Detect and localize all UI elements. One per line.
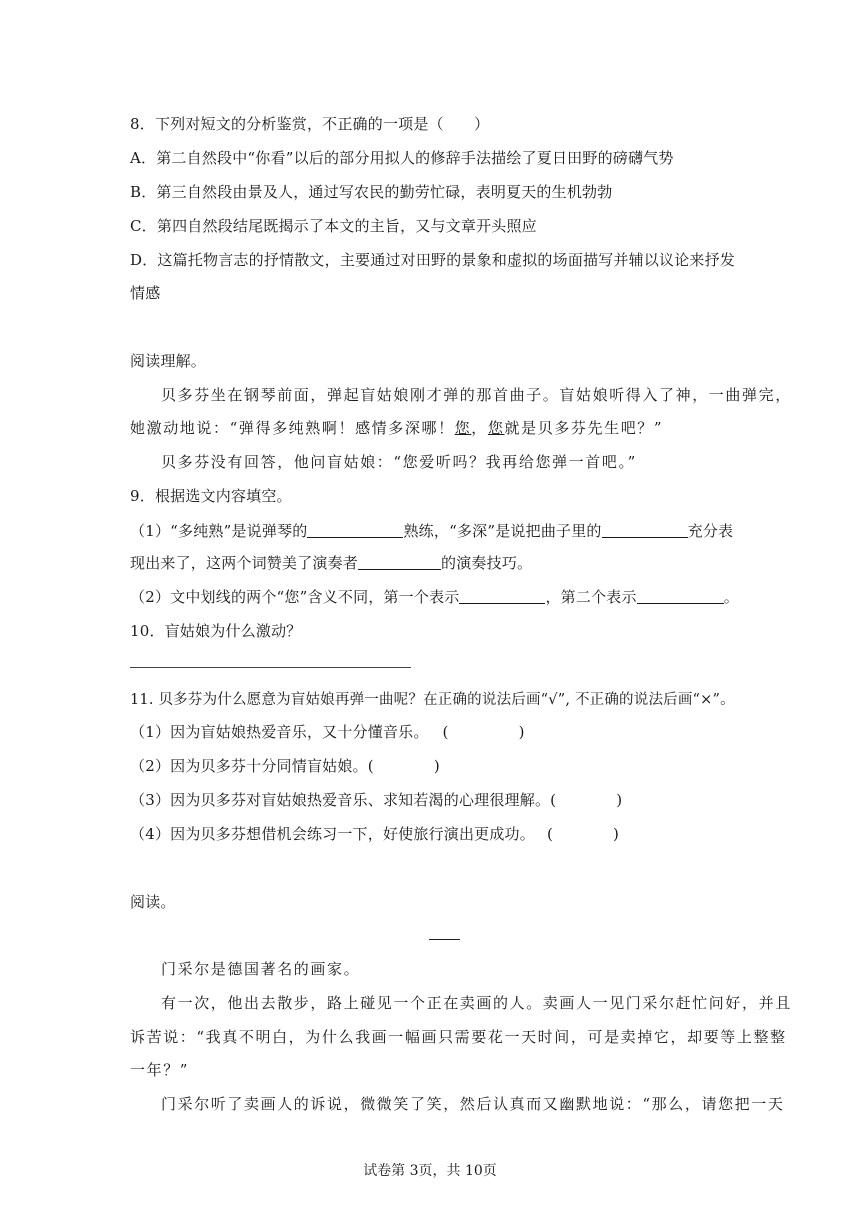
passage2-line1: 门采尔是德国著名的画家。 xyxy=(161,960,361,978)
q11-option-1 xyxy=(130,721,525,742)
answer-blank[interactable] xyxy=(459,589,545,604)
q11-option-4-text: （4）因为贝多芬想借机会练习一下，好使旅行演出更成功。 xyxy=(130,825,535,843)
q9-sub2-c: 。 xyxy=(723,588,739,606)
answer-blank[interactable] xyxy=(602,523,688,538)
q8-option-b: B．第三自然段由景及人，通过写农民的勤劳忙碌，表明夏天的生机勃勃 xyxy=(130,183,613,201)
q9-sub1-d: 现出来了，这两个词赞美了演奏者 xyxy=(130,554,359,572)
q9-sub1-c: 充分表 xyxy=(687,522,734,540)
passage2-line5: 门采尔听了卖画人的诉说，微微笑了笑，然后认真而又幽默地说：“那么，请您把一天 xyxy=(161,1095,785,1113)
q9-sub1-b: 熟练，“多深”是说把曲子里的 xyxy=(403,522,602,540)
passage2-line4: 一年？” xyxy=(130,1061,190,1079)
answer-paren[interactable]: ( ) xyxy=(367,757,440,775)
passage1-line2-pre: 她激动地说：“弹得多纯熟啊！感情多深哪！ xyxy=(130,419,455,437)
q8-option-c: C．第四自然段结尾既揭示了本文的主旨，又与文章开头照应 xyxy=(130,217,537,235)
answer-blank[interactable] xyxy=(358,555,441,570)
answer-paren[interactable]: ( ) xyxy=(546,825,620,843)
q9-sub1 xyxy=(130,520,733,541)
section1-heading: 阅读理解。 xyxy=(130,352,207,370)
q11-option-3-text: （3）因为贝多芬对盲姑娘热爱音乐、求知若渴的心理很理解。 xyxy=(130,791,551,809)
q11-option-3 xyxy=(130,789,622,810)
underlined-nin-1: 您 xyxy=(454,419,472,437)
passage2-line3: 诉苦说：“我真不明白，为什么我画一幅画只需要花一天时间，可是卖掉它，却要等上整整 xyxy=(130,1028,787,1046)
q11-stem: 11. 贝多芬为什么愿意为盲姑娘再弹一曲呢？在正确的说法后画“√”, 不正确的说法后画“×”。 xyxy=(130,692,735,708)
q11-option-2 xyxy=(130,755,440,776)
q9-sub1-e: 的演奏技巧。 xyxy=(441,554,533,572)
passage1-line1: 贝多芬坐在钢琴前面，弹起盲姑娘刚才弹的那首曲子。盲姑娘听得入了神，一曲弹完， xyxy=(161,386,792,404)
q11-option-2-text: （2）因为贝多芬十分同情盲姑娘。 xyxy=(130,757,368,775)
q11-option-1-text: （1）因为盲姑娘热爱音乐，又十分懂音乐。 xyxy=(130,723,429,741)
section2-heading: 阅读。 xyxy=(130,893,176,911)
q8-option-a: A．第二自然段中“你看”以后的部分用拟人的修辞手法描绘了夏日田野的磅礴气势 xyxy=(130,149,674,167)
q8-option-d-cont: 情感 xyxy=(130,284,161,302)
q9-sub2-a: （2）文中划线的两个“您”含义不同，第一个表示 xyxy=(130,588,460,606)
q10-answer-line[interactable] xyxy=(130,667,411,668)
q9-sub1-cont xyxy=(130,552,532,573)
q9-sub1-a: （1）“多纯熟”是说弹琴的 xyxy=(130,522,308,540)
q11-option-4 xyxy=(130,823,619,844)
underlined-nin-2: 您 xyxy=(487,419,505,437)
passage1-line2 xyxy=(130,417,663,438)
title-blank[interactable] xyxy=(429,939,460,940)
answer-blank[interactable] xyxy=(307,523,403,538)
passage1-line3: 贝多芬没有回答，他问盲姑娘：“您爱听吗？我再给您弹一首吧。” xyxy=(161,453,637,471)
answer-paren[interactable]: ( ) xyxy=(442,723,525,741)
answer-blank[interactable] xyxy=(637,589,724,604)
q8-option-d: D．这篇托物言志的抒情散文，主要通过对田野的景象和虚拟的场面描写并辅以议论来抒发 xyxy=(130,251,736,269)
q9-sub2-b: ，第二个表示 xyxy=(545,588,637,606)
q10-stem: 10．盲姑娘为什么激动？ xyxy=(130,622,302,640)
q9-stem: 9．根据选文内容填空。 xyxy=(130,487,292,505)
q9-sub2 xyxy=(130,586,739,607)
passage1-line2-post: 就是贝多芬先生吧？” xyxy=(504,419,664,437)
page-footer: 试卷第 3页，共 10页 xyxy=(363,1163,497,1179)
passage2-line2: 有一次，他出去散步，路上碰见一个正在卖画的人。卖画人一见门采尔赶忙问好，并且 xyxy=(161,994,792,1012)
passage1-line2-mid: ， xyxy=(471,419,488,437)
answer-paren[interactable]: ( ) xyxy=(550,791,623,809)
q8-stem: 8．下列对短文的分析鉴赏，不正确的一项是（ ） xyxy=(130,115,490,133)
